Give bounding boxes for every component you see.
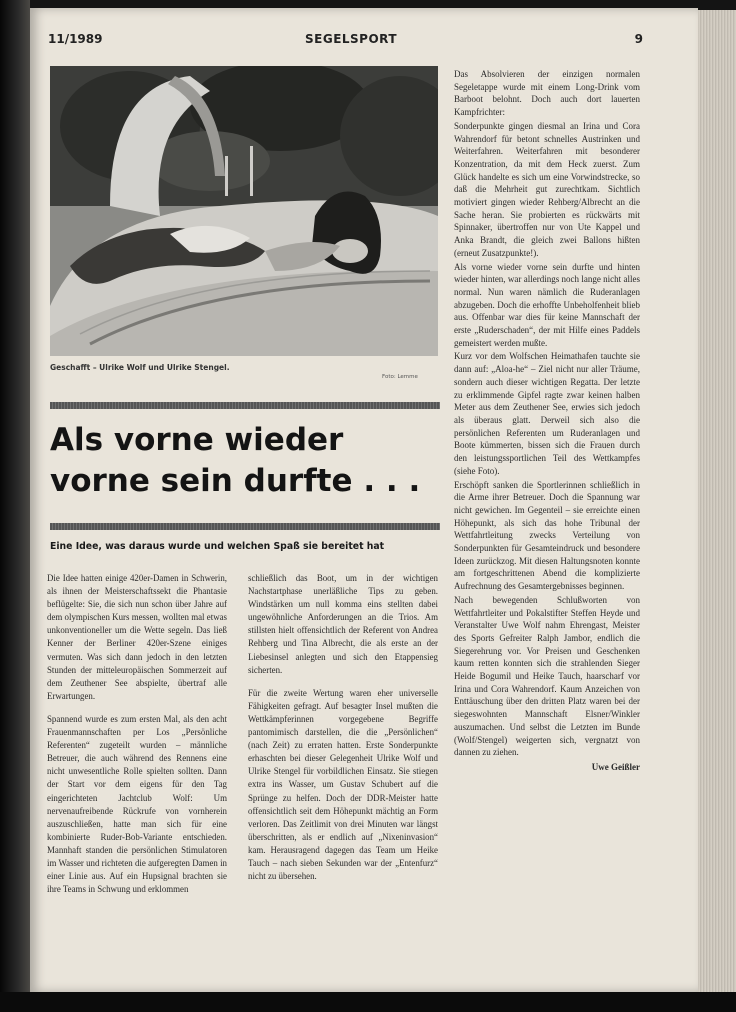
paragraph: Als vorne wieder vorne sein durfte und hinten wieder hinten, war allerdings noch lange nicht alles normal. Nun waren nämlich die Ruderanlagen abzugeben. Doch die erhoffte Unbeholfenheit blieb aus. Offenbar war dies für keine Mannschaft der erste „Ruderschaden“, der mit Hilfe eines Paddels gemeistert werden mußte. bbox=[454, 261, 640, 348]
paragraph: Die Idee hatten einige 420er-Damen in Schwerin, als ihnen der Meisterschaftssekt die Phantasie beflügelte: Sie, die sich nun schon über Jahre auf dem olympischen Kurs messen, wollten mal etwas unkonventioneller um die Wette segeln. Das ließ Kenner der Berliner 420er-Szene einiges vermuten. Was sich dann jedoch in den letzten Stunden der mitteleuropäischen Sommerzeit auf dem Zeuthener See abspielte, übertraf alle Erwartungen. bbox=[47, 573, 227, 701]
paragraph: Erschöpft sanken die Sportlerinnen schließlich in die Arme ihrer Betreuer. Doch die Spannung war nicht gewichen. Im Gegenteil – sie erreichte einen Höhepunkt, als sich das hohe Tribunal der Wettfahrtleitung zwecks Verteilung von Sonderpunkten für Gesamteindruck und besondere Ideen zurückzog. Mit diesen Haltungsnoten konnte am fortgeschrittenen Abend die komplizierte Aufrechnung des Gesamtergebnisses beginnen. bbox=[454, 479, 640, 592]
article-column-3 bbox=[454, 68, 640, 774]
article-author: Uwe Geißler bbox=[591, 761, 640, 772]
article-column-2 bbox=[248, 572, 438, 893]
book-spine bbox=[0, 0, 30, 1012]
magazine-page bbox=[30, 8, 698, 992]
paragraph: schließlich das Boot, um in der wichtigen Nachstartphase unerläßliche Tips zu geben. Windstärken um null komma eins stellten dabei ungewöhnliche Anforderungen an die Trios. Am stillsten hielt offensichtlich der Referent von Andrea Rehberg und Tina Albrecht, die als erste an der Liebesinsel anlegten und sich den Etappensieg sicherten. bbox=[248, 573, 438, 675]
paragraph: Spannend wurde es zum ersten Mal, als den acht Frauenmannschaften per Los „Persönliche Referenten“ zugeteilt wurden – männliche Betreuer, die auch während des Rennens eine nicht unwesentliche Rolle spielten sollten. Dann der Start vor dem eigens für den Tag eingerichteten Jachtclub Wolf: Um nervenaufreibende Rückrufe von vornherein auszuschließen, hatte man sich für eine kombinierte Ruder-Bob-Variante entschieden. Mannhaft standen die persönlichen Stimulatoren im Wasser und richteten die aufgeregten Damen in einer Linie aus. Auf ein Hupsignal brachten sie ihre Teams in Schwung und erklommen bbox=[47, 713, 227, 895]
article-subheadline: Eine Idee, was daraus wurde und welchen Spaß sie bereitet hat bbox=[50, 541, 385, 552]
photo-credit: Foto: Lemme bbox=[382, 374, 418, 380]
headline-line-2: vorne sein durfte . . . bbox=[50, 463, 421, 499]
article-column-1 bbox=[47, 572, 227, 906]
paragraph: Nach bewegenden Schlußworten von Wettfahrtleiter und Pokalstifter Steffen Heyde und Veranstalter Uwe Wolf nahm Ehrengast, Meister des Sports Gefreiter Ralph Jambor, endlich die Siegerehrung vor. Vor Preisen und Geschenken kaum retten konnten sich die strahlenden Sieger Heide Bogumil und Heike Tauch, haarscharf vor Irina und Cora Wahrendorf. Kaum Anzeichen von Enttäuschung über den dritten Platz waren bei der siegeswohnten Mannschaft Elsner/Winkler auszumachen. Und selbst die Letzten im Bunde (Wolf/Stengel) weigerten sich, vergnatzt von dannen zu ziehen. bbox=[454, 594, 640, 758]
headline-rule-top bbox=[50, 402, 440, 409]
paragraph: Kurz vor dem Wolfschen Heimathafen tauchte sie dann auf: „Aloa-he“ – Ziel nicht nur aller Träume, sondern auch dieser wichtigen Regatta. Der letzte zu erklimmende Gipfel ragte zwar keinen halben Meter aus dem Zeuthener See, erwies sich jedoch als überaus glatt. Derweil sich also die persönlichen Referenten um Ruderanlagen und Boote kümmerten, bissen sich die Frauen durch den leistungssportlichen Teil des Wettkampfes (siehe Foto). bbox=[454, 351, 640, 476]
article-photo bbox=[50, 66, 438, 356]
issue-number: 11/1989 bbox=[48, 32, 103, 46]
page-edges bbox=[698, 10, 736, 1000]
paragraph: Für die zweite Wertung waren eher universelle Fähigkeiten gefragt. Auf besagter Insel mußten die Wettkämpferinnen vorgegebene Begriffe pantomimisch darstellen, die die „Persönlichen“ (nach Zeit) zu erraten hatten. Erste Sonderpunkte erhaschten bei dieser Gelegenheit Ulrike Wolf und Ulrike Stengel für vorbildlichen Einsatz. Sie stiegen extra ins Wasser, um Gustav Schubert auf die Sprünge zu helfen. Doch der DDR-Meister hatte offensichtlich seit dem Höhepunkt mächtig an Form verloren. Das Zeitlimit von drei Minuten war längst überschritten, als er endlich auf „Nixeninvasion“ kam. Herausragend dagegen das Team um Heike Tauch – nach sieben Sekunden war der „Entenfurz“ nicht zu übersehen. bbox=[248, 687, 438, 882]
headline-line-1: Als vorne wieder bbox=[50, 422, 344, 458]
section-title: SEGELSPORT bbox=[305, 32, 398, 46]
running-header bbox=[48, 32, 643, 52]
headline-rule-bottom bbox=[50, 523, 440, 530]
paragraph: Das Absolvieren der einzigen normalen Segeletappe wurde mit einem Long-Drink vom Barboot belohnt. Doch auch dort lauerten Kampfrichter: bbox=[454, 69, 640, 118]
paragraph: Sonderpunkte gingen diesmal an Irina und Cora Wahrendorf für betont schnelles Austrinken und Weiterfahren. Weiterfahren mit besonderer Konzentration, da mit dem Heck zuerst. Zum Glück handelte es sich um eine Vorwindstrecke, so daß die Mehrheit gut zurechtkam. Sichtlich motiviert gingen wieder Rehberg/Albrecht an die Sache heran. Sie probierten es rückwärts mit Spinnaker, übertroffen nur von Ute Kappel und Anka Brandt, die gleich zwei Ballons hißten (erneut Zusatzpunkte!). bbox=[454, 120, 640, 258]
photo-caption: Geschafft – Ulrike Wolf und Ulrike Stengel. bbox=[50, 363, 230, 372]
article-headline bbox=[50, 420, 450, 502]
scan-border bbox=[0, 992, 736, 1012]
page-number: 9 bbox=[634, 32, 643, 46]
